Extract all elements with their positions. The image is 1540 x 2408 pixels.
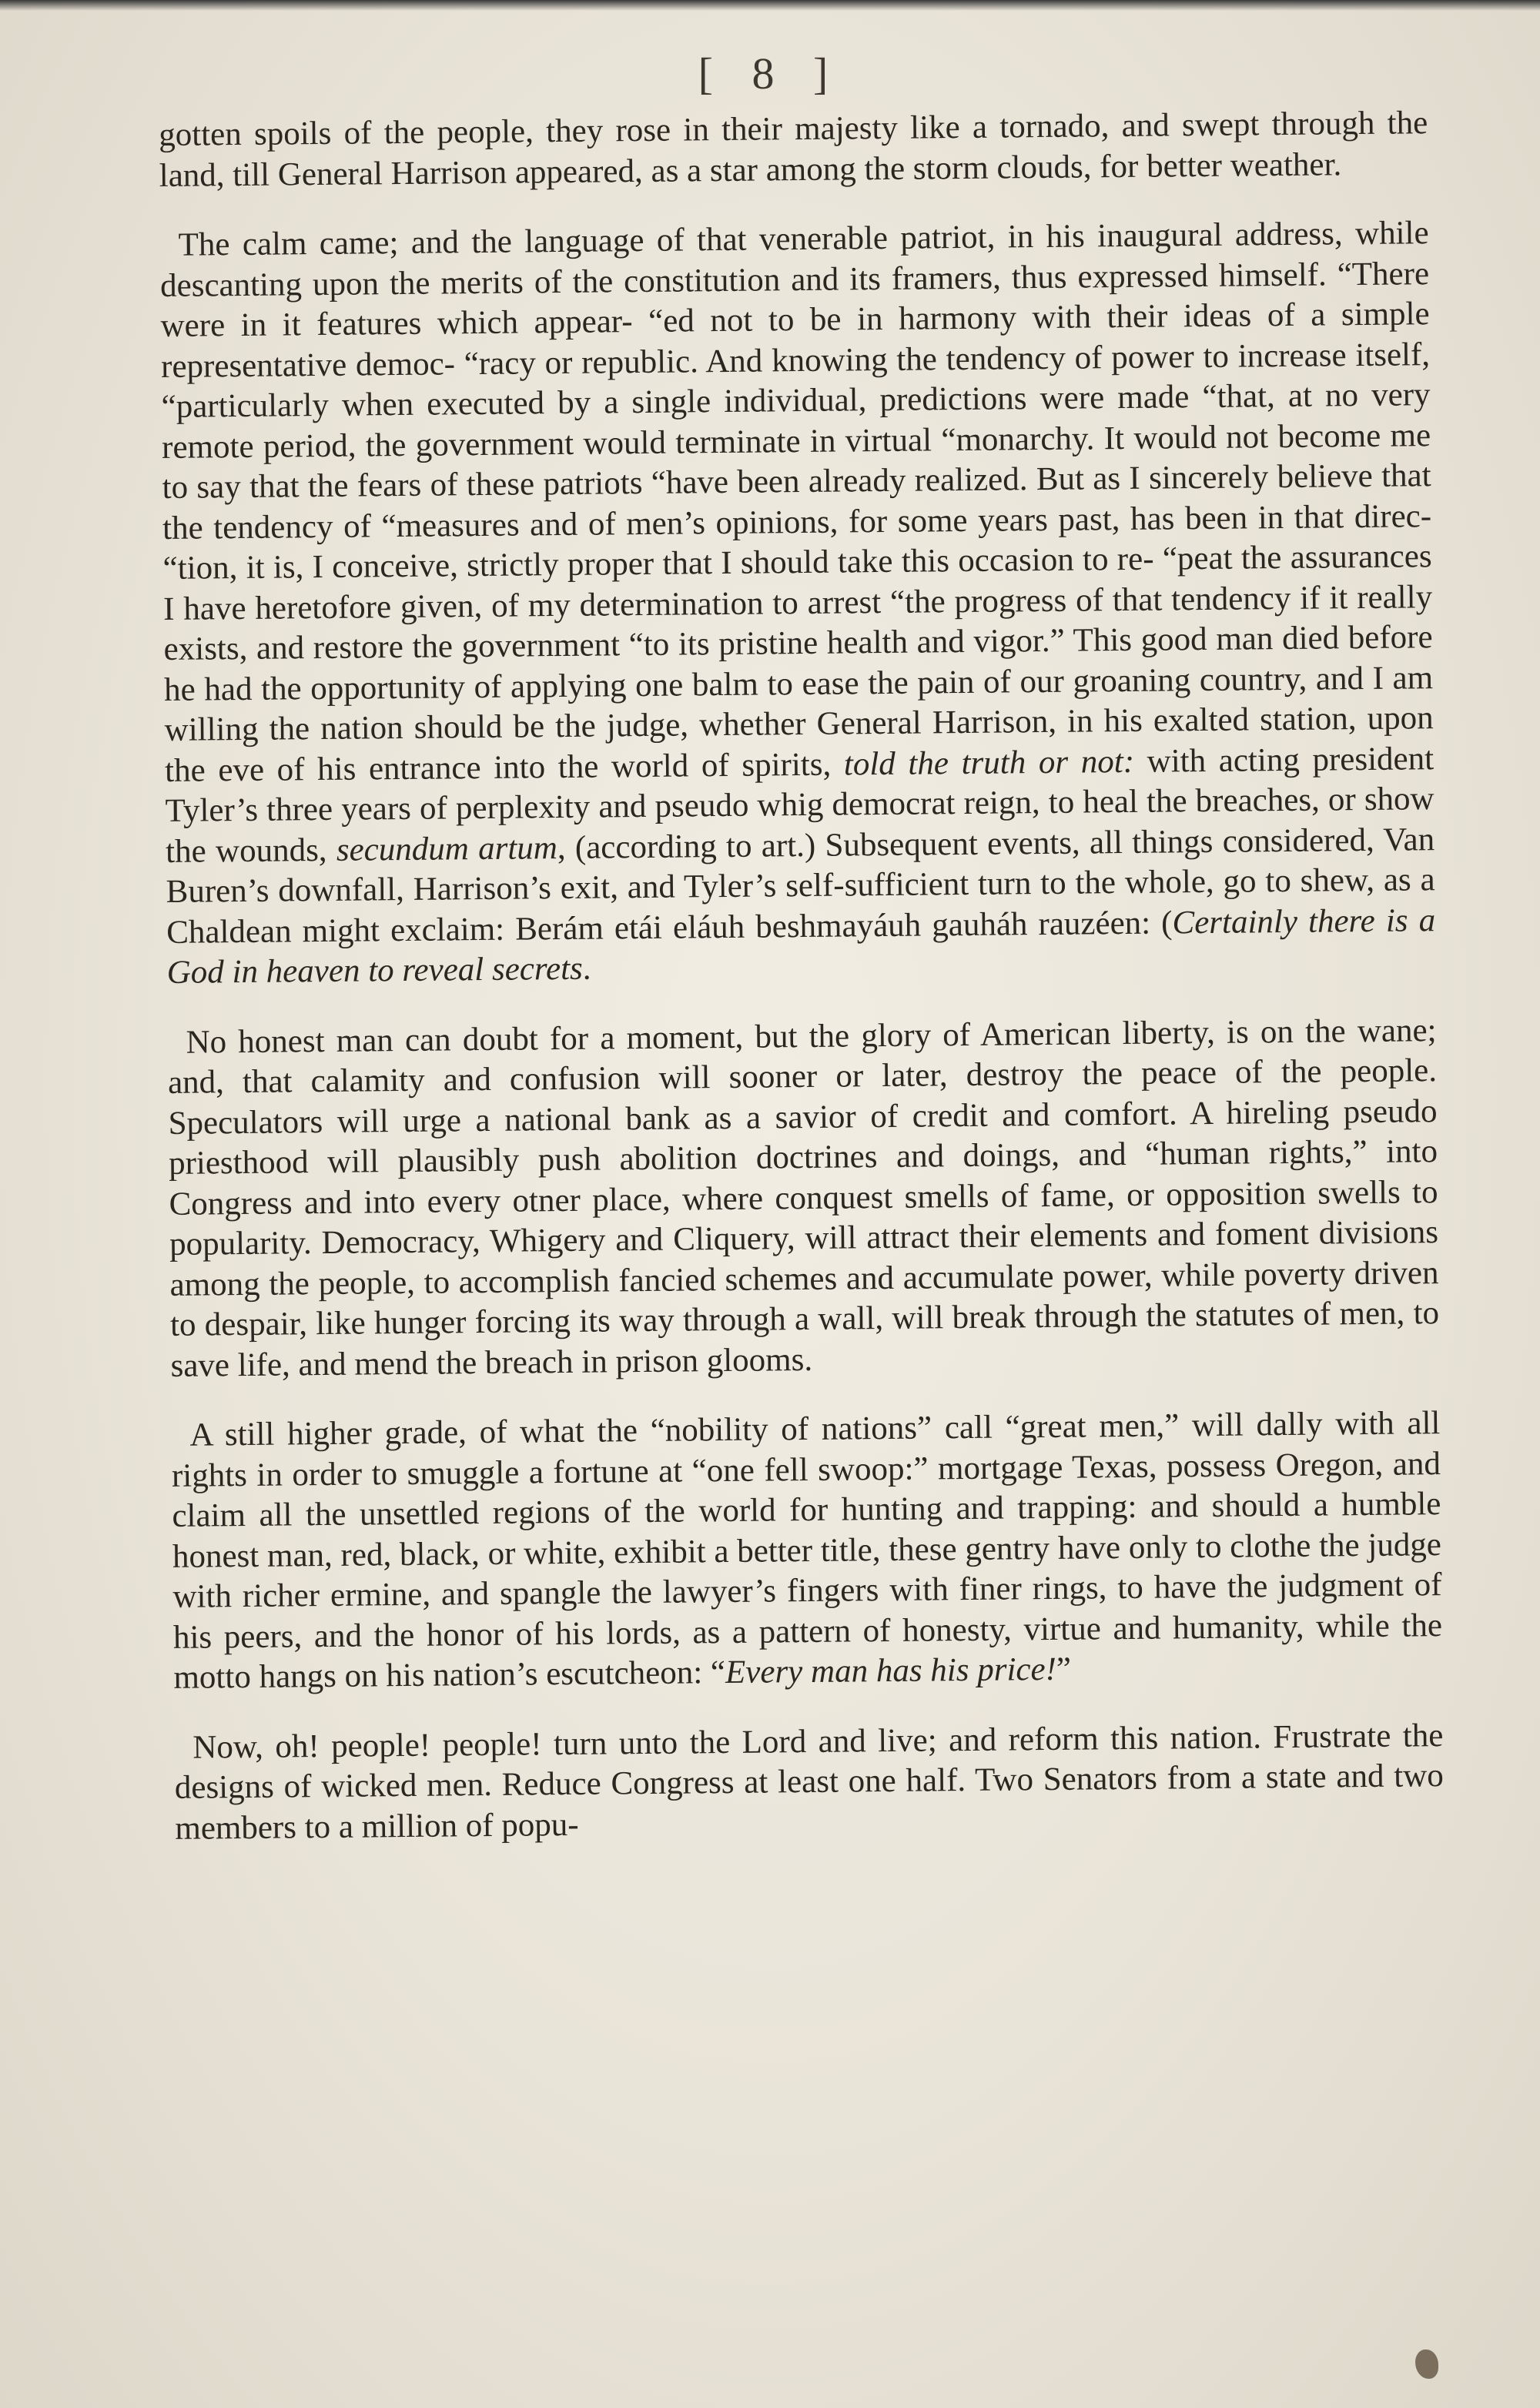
paragraph-3 [167, 1011, 1439, 1386]
text-run: , (according to art.) Subsequent events, all things considered, Van Buren’s downfall, Harrison’s exit, and Tyler’s self-sufficient turn to the whole, go to shew, as a Chaldean might exclaim: Berám etái eláuh beshmayáuh gauháh rauzéen: ( [166, 821, 1435, 951]
text-run: with acting president Tyler’s three years of perplexity and pseudo whig democrat reign, to heal the breaches, or show the wounds, [165, 740, 1435, 870]
paragraph-4 [171, 1403, 1442, 1698]
page-number: [ 8 ] [698, 48, 842, 99]
text-run: Now, oh! people! people! turn unto the Lord and live; and reform this nation. Frustrate the designs of wicked men. Reduce Congress at least one half. Two Senators from a state and two members to a million of popu- [174, 1717, 1445, 1847]
italic-run: secundum artum [336, 829, 558, 868]
italic-run: told the truth or not: [843, 743, 1135, 782]
text-run: The calm came; and the language of that venerable patriot, in his inaugural address, while descanting upon the merits of the constitution and its framers, thus expressed himself. “There were in it features which appear- “ed not to be in harmony with their ideas of a simple representative democ- “racy or republic. And knowing the tendency of power to increase itself, “particularly when executed by a single individual, predictions were made “that, at no very remote period, the government would terminate in virtual “monarchy. It would not become me to say that the fears of these patriots “have been already realized. But as I sincerely believe that the tendency of “measures and of men’s opinions, for some years past, has been in that direc- “tion, it is, I conceive, strictly proper that I should take this occasion to re- “peat the assurances I have heretofore given, of my determination to arrest “the progress of that tendency if it really exists, and restore the government “to its pristine health and vigor.” This good man died before he had the opportunity of applying one balm to ease the pain of our groaning country, and I am willing the nation should be the judge, whether General Harrison, in his exalted station, upon the eve of his entrance into the world of spirits, [159, 215, 1434, 789]
scan-top-edge [0, 0, 1540, 11]
text-run: ” [1056, 1650, 1072, 1687]
paragraph-2 [159, 213, 1435, 993]
paragraph-1 [159, 103, 1428, 196]
text-run: No honest man can doubt for a moment, but the glory of American liberty, is on the wane; and, that calamity and confusion will sooner or later, destroy the peace of the people. Speculators will urge a national bank as a savior of credit and comfort. A hireling pseudo priesthood will plausibly push abolition doctrines and doings, and “human rights,” into Congress and into every otner place, where conquest smells of fame, or opposition swells to popularity. Democracy, Whigery and Cliquery, will attract their elements and foment divisions among the people, to accomplish fancied schemes and accumulate power, while poverty driven to despair, like hunger forcing its way through a wall, will break through the statutes of men, to save life, and mend the breach in prison glooms. [167, 1012, 1440, 1384]
italic-run: Certainly there is a God in heaven to reveal secrets [166, 901, 1436, 991]
paragraph-5 [174, 1716, 1444, 1849]
page-body [159, 103, 1445, 1878]
text-run: . [582, 950, 591, 987]
text-run: gotten spoils of the people, they rose in their majesty like a tornado, and swept through the land, till General Harrison appeared, as a star among the storm clouds, for better weather. [159, 105, 1428, 194]
italic-run: Every man has his price! [725, 1650, 1057, 1691]
ink-smudge [1415, 2349, 1438, 2379]
text-run: A still higher grade, of what the “nobility of nations” call “great men,” will dally with all rights in order to smuggle a fortune at “one fell swoop:” mortgage Texas, possess Oregon, and claim all the unsettled regions of the world for hunting and trapping: and should a humble honest man, red, black, or white, exhibit a better title, these gentry have only to clothe the judge with richer ermine, and spangle the lawyer’s fingers with finer rings, to have the judgment of his peers, and the honor of his lords, as a pattern of honesty, virtue and humanity, while the motto hangs on his nation’s escutcheon: “ [171, 1405, 1443, 1696]
